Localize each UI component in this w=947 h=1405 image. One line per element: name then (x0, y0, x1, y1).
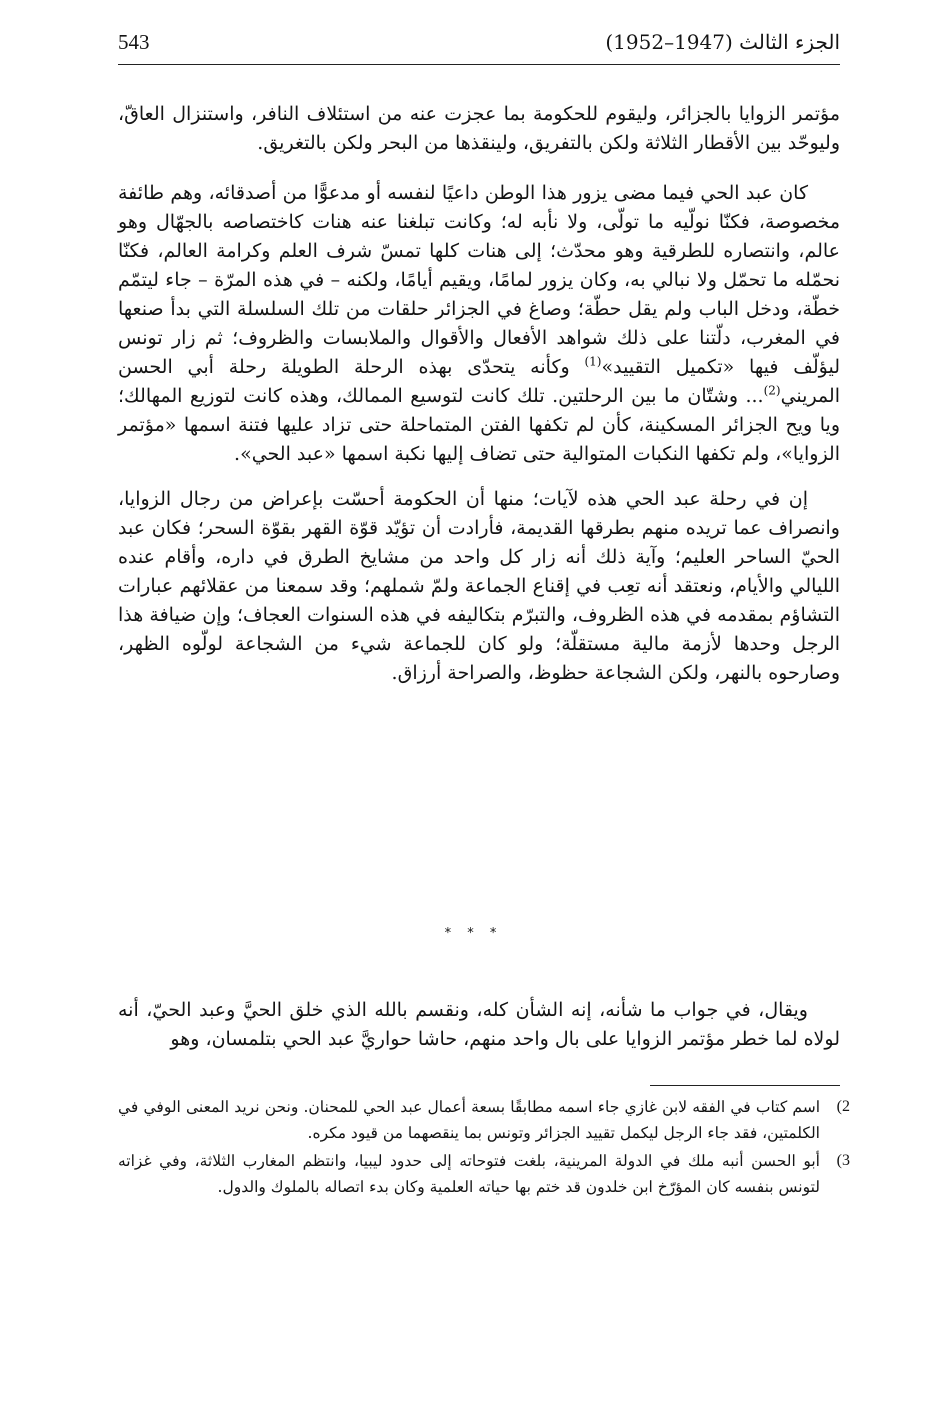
paragraph-3: إن في رحلة عبد الحي هذه لآيات؛ منها أن الحكومة أحسّت بإعراض من رجال الزوايا، وانصراف عما تريده منهم بطرقها القديمة، فأرادت أن تؤيّد قوّة القهر بقوّة السحر؛ فكان عبد الحيّ الساحر العليم؛ وآية ذلك أنه زار كل واحد من مشايخ الطرق في داره، وأقام عنده الليالي والأيام، ونعتقد أنه تعِب في إقناع الجماعة ولمّ شملهم؛ وقد سمعنا من عقلائهم عبارات التشاؤم بمقدمه في هذه الظروف، والتبرّم بتكاليفه في هذه السنوات العجاف؛ وإن ضيافة هذا الرجل وحدها لأزمة مالية مستقلّة؛ ولو كان للجماعة شيء من الشجاعة لولّوه الظهر، وصارحوه بالنهر، ولكن الشجاعة حظوظ، والصراحة أرزاق. (118, 488, 840, 684)
closing-text (118, 996, 840, 1054)
footnote-rule (650, 1085, 840, 1086)
header-rule (118, 64, 840, 65)
running-title: الجزء الثالث (1947–1952) (605, 30, 840, 54)
footnote-2 (118, 1148, 850, 1200)
footnote-2-text: أبو الحسن أنبه ملك في الدولة المرينية، بلغت فتوحاته إلى حدود ليبيا، وانتظم المغارب الثلاثة، وفي غزاته لتونس بنفسه كان المؤرّخ ابن خلدون قد ختم بها حياته العلمية وكان بدء اتصاله بالملوك والدول. (118, 1152, 820, 1196)
footnote-1 (118, 1094, 850, 1146)
paragraph-2-text-a: كان عبد الحي فيما مضى يزور هذا الوطن داعيًا لنفسه أو مدعوًّا من أصدقائه، وهم طائفة مخصوصة، فكنّا نولّيه ما تولّى، ولا نأبه له؛ وكانت تبلغنا عنه هنات كاختصاصه بالجهّال وهو عالم، وانتصاره للطرقية وهو محدّث؛ إلى هنات كلها تمسّ شرف العلم وكرامة العالم، فكنّا نحمّله ما تحمّل ولا نبالي به، وكان يزور لمامًا، ويقيم أيامًا، ولكنه – في هذه المرّة – جاء ليتمّم خطّة، ودخل الباب ولم يقل حطّة؛ وصاغ في الجزائر حلقات من تلك السلسلة التي بدأ صنعها في المغرب، دلّتنا على ذلك شواهد الأفعال والأقوال والملابسات والظروف؛ ثم زار تونس ليؤلّف فيها «تكميل التقييد» (118, 182, 840, 378)
footnote-1-text: اسم كتاب في الفقه لابن غازي جاء اسمه مطابقًا بسعة أعمال عبد الحي للمحنان. ونحن نريد المعنى الوفي في الكلمتين، فقد جاء الرجل ليكمل تقييد الجزائر وتونس بما ينقصهما من قيود مكره. (118, 1098, 820, 1142)
paragraph-2 (118, 179, 840, 469)
paragraph-1: مؤتمر الزوايا بالجزائر، وليقوم للحكومة بما عجزت عنه من استئلاف النافر، واستنزال العاقّ، وليوحّد بين الأقطار الثلاثة ولكن بالتفريق، ولينقذها من البحر ولكن بالتغريق. (118, 103, 840, 154)
paragraph-2-text-b: وكأنه يتحدّى بهذه الرحلة الطويلة رحلة أبي الحسن المريني (118, 356, 840, 407)
footnote-2-number: 3) (836, 1152, 850, 1169)
paragraph-2-text-c: ... وشتّان ما بين الرحلتين. تلك كانت لتوسيع الممالك، وهذه كانت لتوزيع المهالك؛ ويا ويح الجزائر المسكينة، كأن لم تكفها الفتن المتماحلة حتى تزاد عليها فتنة اسمها «مؤتمر الزوايا»، ولم تكفها النكبات المتوالية حتى تضاف إليها نكبة اسمها «عبد الحي». (118, 385, 840, 465)
footnotes (118, 1094, 850, 1202)
section-separator: * * * (444, 926, 503, 941)
footnote-ref-2[interactable]: (2) (763, 383, 781, 398)
main-text (118, 100, 840, 688)
page-number: 543 (118, 30, 150, 54)
paragraph-4: ويقال، في جواب ما شأنه، إنه الشأن كله، ونقسم بالله الذي خلق الحيَّ وعبد الحيّ، أنه لولاه لما خطر مؤتمر الزوايا على بال واحد منهم، حاشا حواريَّ عبد الحي بتلمسان، وهو (118, 999, 840, 1050)
footnote-ref-1[interactable]: (1) (584, 354, 602, 369)
footnote-1-number: 2) (836, 1098, 850, 1115)
page-header (118, 30, 840, 64)
